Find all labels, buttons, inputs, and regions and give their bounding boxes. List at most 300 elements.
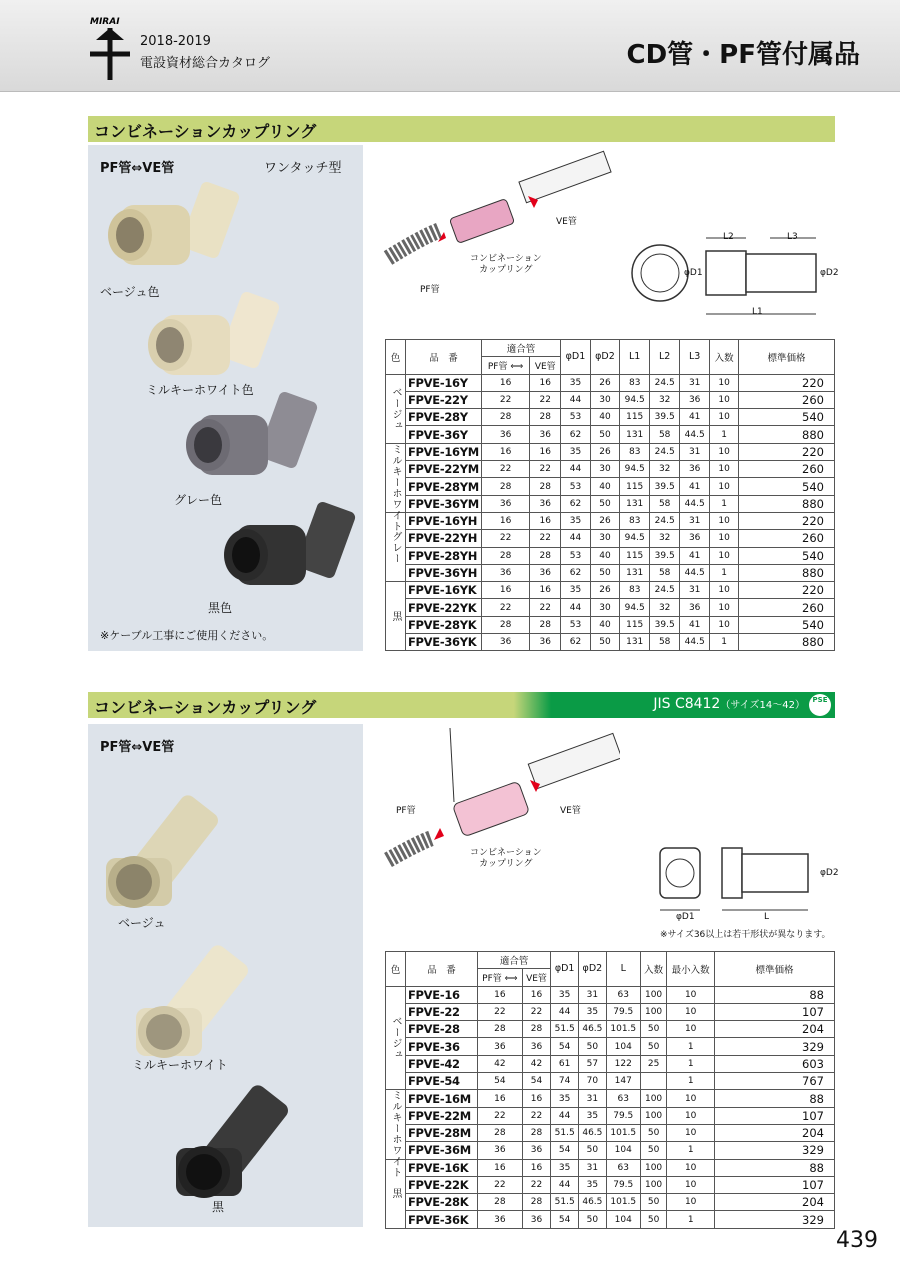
spec-cell: 44 bbox=[551, 1176, 579, 1193]
product-code: FPVE-16YK bbox=[406, 582, 482, 599]
dim-l1-label: L1 bbox=[752, 307, 763, 317]
spec-cell: 22 bbox=[481, 461, 529, 478]
spec-cell: 28 bbox=[530, 478, 561, 495]
spec-cell: 44.5 bbox=[680, 495, 710, 512]
spec-cell: 50 bbox=[590, 564, 620, 581]
spec-cell: 1 bbox=[667, 1055, 715, 1072]
spec-cell: 16 bbox=[481, 443, 529, 460]
spec-cell: 54 bbox=[522, 1073, 551, 1090]
spec-cell: 39.5 bbox=[650, 616, 680, 633]
price-cell: 880 bbox=[739, 634, 835, 651]
spec-cell: 22 bbox=[481, 599, 529, 616]
th2-qty: 入数 bbox=[640, 952, 667, 987]
spec-cell: 24.5 bbox=[650, 443, 680, 460]
spec-cell: 22 bbox=[530, 391, 561, 408]
spec-cell: 10 bbox=[710, 461, 739, 478]
spec-cell: 35 bbox=[579, 1003, 607, 1020]
spec-cell: 31 bbox=[680, 582, 710, 599]
product-code: FPVE-22Y bbox=[406, 391, 482, 408]
page-number: 439 bbox=[836, 1228, 878, 1253]
spec-cell: 100 bbox=[640, 1003, 667, 1020]
spec-cell: 104 bbox=[606, 1142, 640, 1159]
spec-cell: 36 bbox=[522, 1142, 551, 1159]
section-1-note: ※ケーブル工事にご使用ください。 bbox=[100, 629, 274, 642]
spec-cell: 36 bbox=[481, 564, 529, 581]
table-row bbox=[386, 512, 835, 529]
s2-diagram-pf-label: PF管 bbox=[396, 806, 416, 816]
spec-cell: 44 bbox=[561, 391, 591, 408]
table-row bbox=[386, 1003, 835, 1020]
section-1-title: コンビネーションカップリング bbox=[94, 122, 317, 141]
spec-cell: 44 bbox=[551, 1003, 579, 1020]
product-code: FPVE-54 bbox=[406, 1073, 478, 1090]
spec-cell: 10 bbox=[710, 530, 739, 547]
spec-cell: 39.5 bbox=[650, 547, 680, 564]
spec-cell: 46.5 bbox=[579, 1021, 607, 1038]
spec-cell: 36 bbox=[481, 495, 529, 512]
product-code: FPVE-16K bbox=[406, 1159, 478, 1176]
price-cell: 767 bbox=[715, 1073, 835, 1090]
spec-cell: 46.5 bbox=[579, 1124, 607, 1141]
product-code: FPVE-28M bbox=[406, 1124, 478, 1141]
spec-cell: 16 bbox=[530, 512, 561, 529]
spec-cell: 115 bbox=[620, 616, 650, 633]
spec-cell: 70 bbox=[579, 1073, 607, 1090]
dim2-d1-label: φD1 bbox=[676, 912, 695, 922]
spec-cell: 50 bbox=[590, 426, 620, 443]
spec-cell: 31 bbox=[579, 986, 607, 1003]
caption-black: 黒色 bbox=[208, 601, 233, 615]
price-cell: 329 bbox=[715, 1142, 835, 1159]
product-code: FPVE-22K bbox=[406, 1176, 478, 1193]
spec-cell: 32 bbox=[650, 391, 680, 408]
spec-cell: 36 bbox=[522, 1038, 551, 1055]
coupling-2-milky-white-image bbox=[136, 942, 251, 1058]
spec-cell: 32 bbox=[650, 530, 680, 547]
section-1-bar bbox=[88, 116, 835, 142]
spec-cell: 10 bbox=[667, 1107, 715, 1124]
spec-cell: 22 bbox=[522, 1003, 551, 1020]
table-row bbox=[386, 547, 835, 564]
th2-d2: φD2 bbox=[579, 952, 607, 987]
spec-cell: 57 bbox=[579, 1055, 607, 1072]
s2-diagram-ve-label: VE管 bbox=[560, 806, 581, 816]
spec-cell: 36 bbox=[530, 426, 561, 443]
caption-2-black: 黒 bbox=[212, 1200, 225, 1214]
spec-cell: 63 bbox=[606, 1090, 640, 1107]
th-pf: PF管 ⟺ bbox=[481, 357, 529, 374]
price-cell: 204 bbox=[715, 1124, 835, 1141]
spec-cell: 53 bbox=[561, 409, 591, 426]
spec-cell: 26 bbox=[590, 582, 620, 599]
spec-cell: 51.5 bbox=[551, 1021, 579, 1038]
price-cell: 260 bbox=[739, 599, 835, 616]
section-1-panel-title: PF管⇔VE管 bbox=[100, 161, 175, 176]
spec-cell: 31 bbox=[579, 1159, 607, 1176]
spec-cell: 30 bbox=[590, 599, 620, 616]
spec-cell: 122 bbox=[606, 1055, 640, 1072]
th-pipe: 適合管 bbox=[481, 340, 560, 357]
spec-cell: 22 bbox=[522, 1176, 551, 1193]
spec-cell: 16 bbox=[478, 1090, 523, 1107]
price-cell: 540 bbox=[739, 547, 835, 564]
spec-cell: 1 bbox=[667, 1211, 715, 1228]
th-d1: φD1 bbox=[561, 340, 591, 375]
spec-cell: 46.5 bbox=[579, 1194, 607, 1211]
spec-cell: 79.5 bbox=[606, 1003, 640, 1020]
spec-cell: 51.5 bbox=[551, 1194, 579, 1211]
spec-cell: 36 bbox=[478, 1142, 523, 1159]
spec-cell: 16 bbox=[478, 986, 523, 1003]
spec-cell: 36 bbox=[680, 599, 710, 616]
price-cell: 220 bbox=[739, 443, 835, 460]
spec-cell: 83 bbox=[620, 582, 650, 599]
product-code: FPVE-36YH bbox=[406, 564, 482, 581]
section-2-bar bbox=[88, 692, 835, 718]
section-2-dimension-drawing bbox=[650, 840, 840, 920]
spec-cell: 36 bbox=[530, 564, 561, 581]
dim-d2-label: φD2 bbox=[820, 268, 839, 278]
spec-cell: 35 bbox=[561, 512, 591, 529]
spec-cell: 10 bbox=[710, 409, 739, 426]
spec-cell: 94.5 bbox=[620, 530, 650, 547]
spec-cell: 100 bbox=[640, 1176, 667, 1193]
table-row bbox=[386, 1038, 835, 1055]
spec-cell: 115 bbox=[620, 547, 650, 564]
s1-diagram-coupling-label: コンビネーション カップリング bbox=[470, 254, 542, 275]
spec-cell: 26 bbox=[590, 443, 620, 460]
spec-cell: 104 bbox=[606, 1038, 640, 1055]
spec-cell: 53 bbox=[561, 616, 591, 633]
section-2-photo-panel bbox=[88, 724, 363, 1227]
th2-ve: VE管 bbox=[522, 969, 551, 986]
spec-cell: 62 bbox=[561, 426, 591, 443]
spec-cell: 28 bbox=[481, 478, 529, 495]
spec-cell: 50 bbox=[590, 495, 620, 512]
spec-cell: 50 bbox=[579, 1211, 607, 1228]
spec-cell: 58 bbox=[650, 634, 680, 651]
spec-cell: 16 bbox=[530, 582, 561, 599]
product-code: FPVE-36K bbox=[406, 1211, 478, 1228]
price-cell: 107 bbox=[715, 1107, 835, 1124]
s1-diagram-ve-label: VE管 bbox=[556, 217, 577, 227]
spec-cell: 28 bbox=[522, 1194, 551, 1211]
th2-price: 標準価格 bbox=[715, 952, 835, 987]
spec-cell: 28 bbox=[522, 1021, 551, 1038]
spec-cell: 50 bbox=[640, 1021, 667, 1038]
caption-milky-white: ミルキーホワイト色 bbox=[146, 383, 254, 397]
section-2-spec-table bbox=[385, 951, 835, 1229]
caption-2-beige: ベージュ bbox=[118, 916, 166, 930]
table-row bbox=[386, 1211, 835, 1228]
coupling-gray-image bbox=[186, 390, 319, 475]
spec-cell: 50 bbox=[640, 1038, 667, 1055]
spec-cell: 22 bbox=[530, 599, 561, 616]
spec-cell: 50 bbox=[640, 1124, 667, 1141]
product-code: FPVE-22 bbox=[406, 1003, 478, 1020]
table-row bbox=[386, 582, 835, 599]
spec-cell: 16 bbox=[481, 512, 529, 529]
spec-cell: 10 bbox=[710, 599, 739, 616]
spec-cell: 40 bbox=[590, 409, 620, 426]
spec-cell: 28 bbox=[530, 547, 561, 564]
product-code: FPVE-28YM bbox=[406, 478, 482, 495]
coupling-beige-image bbox=[108, 180, 241, 265]
spec-cell: 50 bbox=[590, 634, 620, 651]
spec-cell: 30 bbox=[590, 530, 620, 547]
price-cell: 540 bbox=[739, 409, 835, 426]
spec-cell: 36 bbox=[680, 461, 710, 478]
spec-cell: 25 bbox=[640, 1055, 667, 1072]
th2-pf: PF管 ⟺ bbox=[478, 969, 523, 986]
spec-cell: 36 bbox=[481, 426, 529, 443]
product-code: FPVE-16YH bbox=[406, 512, 482, 529]
th-l3: L3 bbox=[680, 340, 710, 375]
spec-cell: 50 bbox=[640, 1142, 667, 1159]
table-row bbox=[386, 634, 835, 651]
spec-cell: 41 bbox=[680, 478, 710, 495]
spec-cell: 94.5 bbox=[620, 599, 650, 616]
spec-cell: 32 bbox=[650, 461, 680, 478]
th-code: 品 番 bbox=[406, 340, 482, 375]
spec-cell: 26 bbox=[590, 512, 620, 529]
spec-cell: 100 bbox=[640, 1107, 667, 1124]
section-1-dimension-drawing bbox=[630, 228, 840, 328]
spec-cell: 22 bbox=[478, 1107, 523, 1124]
spec-cell: 1 bbox=[710, 564, 739, 581]
table-row bbox=[386, 1107, 835, 1124]
product-code: FPVE-42 bbox=[406, 1055, 478, 1072]
caption-2-milky-white: ミルキーホワイト bbox=[132, 1058, 228, 1072]
color-group-label: グレー bbox=[386, 512, 406, 581]
spec-cell: 22 bbox=[530, 461, 561, 478]
section-1-panel-subtitle: ワンタッチ型 bbox=[264, 161, 342, 176]
spec-cell: 26 bbox=[590, 374, 620, 391]
spec-cell: 1 bbox=[710, 426, 739, 443]
catalog-name: 電設資材総合カタログ bbox=[140, 56, 271, 71]
spec-cell: 10 bbox=[667, 1124, 715, 1141]
spec-cell: 41 bbox=[680, 616, 710, 633]
spec-cell: 40 bbox=[590, 478, 620, 495]
spec-cell: 10 bbox=[710, 616, 739, 633]
spec-cell: 115 bbox=[620, 409, 650, 426]
th2-pipe: 適合管 bbox=[478, 952, 551, 969]
spec-cell: 10 bbox=[710, 374, 739, 391]
price-cell: 107 bbox=[715, 1003, 835, 1020]
spec-cell: 22 bbox=[478, 1003, 523, 1020]
product-code: FPVE-16Y bbox=[406, 374, 482, 391]
spec-cell: 79.5 bbox=[606, 1176, 640, 1193]
th2-d1: φD1 bbox=[551, 952, 579, 987]
spec-cell: 22 bbox=[481, 391, 529, 408]
catalog-year: 2018-2019 bbox=[140, 34, 211, 49]
spec-cell: 58 bbox=[650, 495, 680, 512]
price-cell: 204 bbox=[715, 1194, 835, 1211]
section-2-product-photos bbox=[102, 784, 357, 1204]
price-cell: 220 bbox=[739, 512, 835, 529]
spec-cell: 36 bbox=[530, 495, 561, 512]
price-cell: 88 bbox=[715, 1159, 835, 1176]
table-row bbox=[386, 391, 835, 408]
spec-cell: 22 bbox=[522, 1107, 551, 1124]
spec-cell: 36 bbox=[478, 1038, 523, 1055]
section-1-product-photos bbox=[100, 177, 360, 637]
spec-cell: 100 bbox=[640, 986, 667, 1003]
spec-cell: 40 bbox=[590, 547, 620, 564]
price-cell: 107 bbox=[715, 1176, 835, 1193]
color-group-label: ミルキーホワイト bbox=[386, 443, 406, 512]
spec-cell: 16 bbox=[522, 986, 551, 1003]
spec-cell: 101.5 bbox=[606, 1194, 640, 1211]
th-l2: L2 bbox=[650, 340, 680, 375]
spec-cell: 131 bbox=[620, 564, 650, 581]
table-row bbox=[386, 1055, 835, 1072]
spec-cell: 22 bbox=[530, 530, 561, 547]
spec-cell: 35 bbox=[579, 1107, 607, 1124]
table-row bbox=[386, 374, 835, 391]
page-title: CD管・PF管付属品 bbox=[626, 40, 860, 70]
price-cell: 880 bbox=[739, 495, 835, 512]
spec-cell: 22 bbox=[478, 1176, 523, 1193]
spec-cell: 1 bbox=[667, 1142, 715, 1159]
spec-cell: 62 bbox=[561, 495, 591, 512]
color-group-label: 黒 bbox=[386, 582, 406, 651]
price-cell: 260 bbox=[739, 461, 835, 478]
spec-cell: 28 bbox=[481, 547, 529, 564]
spec-cell: 28 bbox=[478, 1021, 523, 1038]
spec-cell: 44 bbox=[561, 530, 591, 547]
price-cell: 88 bbox=[715, 1090, 835, 1107]
th2-color: 色 bbox=[386, 952, 406, 987]
spec-cell: 10 bbox=[710, 443, 739, 460]
svg-text:MIRAI: MIRAI bbox=[90, 17, 120, 27]
price-cell: 204 bbox=[715, 1021, 835, 1038]
spec-cell: 44.5 bbox=[680, 564, 710, 581]
spec-cell: 16 bbox=[481, 374, 529, 391]
spec-cell: 100 bbox=[640, 1159, 667, 1176]
product-code: FPVE-36YM bbox=[406, 495, 482, 512]
product-code: FPVE-16YM bbox=[406, 443, 482, 460]
coupling-black-image bbox=[224, 500, 357, 585]
spec-cell: 28 bbox=[478, 1124, 523, 1141]
price-cell: 880 bbox=[739, 564, 835, 581]
product-code: FPVE-28Y bbox=[406, 409, 482, 426]
section-2-panel-title: PF管⇔VE管 bbox=[100, 740, 175, 755]
dim-l3-label: L3 bbox=[787, 232, 798, 242]
table-row bbox=[386, 530, 835, 547]
table-row bbox=[386, 1021, 835, 1038]
spec-cell: 36 bbox=[680, 530, 710, 547]
spec-cell: 50 bbox=[579, 1142, 607, 1159]
section-1-spec-table bbox=[385, 339, 835, 651]
spec-cell: 53 bbox=[561, 547, 591, 564]
dim-d1-label: φD1 bbox=[684, 268, 703, 278]
th-price: 標準価格 bbox=[739, 340, 835, 375]
color-group-label: ベージュ bbox=[386, 986, 406, 1090]
spec-cell: 31 bbox=[680, 512, 710, 529]
price-cell: 329 bbox=[715, 1038, 835, 1055]
spec-cell: 39.5 bbox=[650, 409, 680, 426]
spec-cell: 41 bbox=[680, 409, 710, 426]
table-row bbox=[386, 1176, 835, 1193]
spec-cell: 24.5 bbox=[650, 582, 680, 599]
coupling-2-beige-image bbox=[106, 792, 221, 908]
product-code: FPVE-22M bbox=[406, 1107, 478, 1124]
spec-cell: 10 bbox=[667, 1194, 715, 1211]
th2-code: 品 番 bbox=[406, 952, 478, 987]
spec-cell: 16 bbox=[530, 443, 561, 460]
spec-cell: 62 bbox=[561, 564, 591, 581]
table-row bbox=[386, 1073, 835, 1090]
price-cell: 220 bbox=[739, 582, 835, 599]
table-row bbox=[386, 1124, 835, 1141]
color-group-label: ベージュ bbox=[386, 374, 406, 443]
spec-cell: 42 bbox=[522, 1055, 551, 1072]
spec-cell: 35 bbox=[561, 582, 591, 599]
spec-cell: 28 bbox=[481, 616, 529, 633]
color-group-label: 黒 bbox=[386, 1159, 406, 1228]
spec-cell: 35 bbox=[551, 986, 579, 1003]
table-row bbox=[386, 443, 835, 460]
spec-cell: 101.5 bbox=[606, 1021, 640, 1038]
spec-cell: 51.5 bbox=[551, 1124, 579, 1141]
caption-gray: グレー色 bbox=[174, 493, 223, 507]
spec-cell: 1 bbox=[710, 634, 739, 651]
product-code: FPVE-16 bbox=[406, 986, 478, 1003]
spec-cell: 10 bbox=[667, 986, 715, 1003]
product-code: FPVE-28YK bbox=[406, 616, 482, 633]
spec-cell: 83 bbox=[620, 374, 650, 391]
pse-mark-icon: PSE bbox=[809, 694, 831, 716]
spec-cell: 36 bbox=[680, 391, 710, 408]
spec-cell: 115 bbox=[620, 478, 650, 495]
spec-cell: 44.5 bbox=[680, 426, 710, 443]
spec-cell: 1 bbox=[667, 1073, 715, 1090]
spec-cell: 54 bbox=[478, 1073, 523, 1090]
spec-cell: 131 bbox=[620, 634, 650, 651]
table-row bbox=[386, 564, 835, 581]
price-cell: 880 bbox=[739, 426, 835, 443]
spec-cell: 31 bbox=[680, 374, 710, 391]
spec-cell: 10 bbox=[710, 512, 739, 529]
th2-min-qty: 最小入数 bbox=[667, 952, 715, 987]
spec-cell: 10 bbox=[667, 1090, 715, 1107]
spec-cell: 31 bbox=[579, 1090, 607, 1107]
price-cell: 540 bbox=[739, 478, 835, 495]
spec-cell: 16 bbox=[478, 1159, 523, 1176]
spec-cell: 40 bbox=[590, 616, 620, 633]
product-code: FPVE-16M bbox=[406, 1090, 478, 1107]
spec-cell: 58 bbox=[650, 564, 680, 581]
spec-cell: 28 bbox=[530, 616, 561, 633]
spec-cell: 24.5 bbox=[650, 374, 680, 391]
spec-cell: 10 bbox=[667, 1159, 715, 1176]
spec-cell: 63 bbox=[606, 1159, 640, 1176]
spec-cell: 28 bbox=[530, 409, 561, 426]
spec-cell: 74 bbox=[551, 1073, 579, 1090]
price-cell: 88 bbox=[715, 986, 835, 1003]
th-qty: 入数 bbox=[710, 340, 739, 375]
spec-cell: 35 bbox=[551, 1090, 579, 1107]
price-cell: 603 bbox=[715, 1055, 835, 1072]
spec-cell: 101.5 bbox=[606, 1124, 640, 1141]
spec-cell: 131 bbox=[620, 426, 650, 443]
th-ve: VE管 bbox=[530, 357, 561, 374]
spec-cell: 35 bbox=[561, 443, 591, 460]
spec-cell: 94.5 bbox=[620, 461, 650, 478]
spec-cell: 44.5 bbox=[680, 634, 710, 651]
spec-cell: 16 bbox=[522, 1159, 551, 1176]
